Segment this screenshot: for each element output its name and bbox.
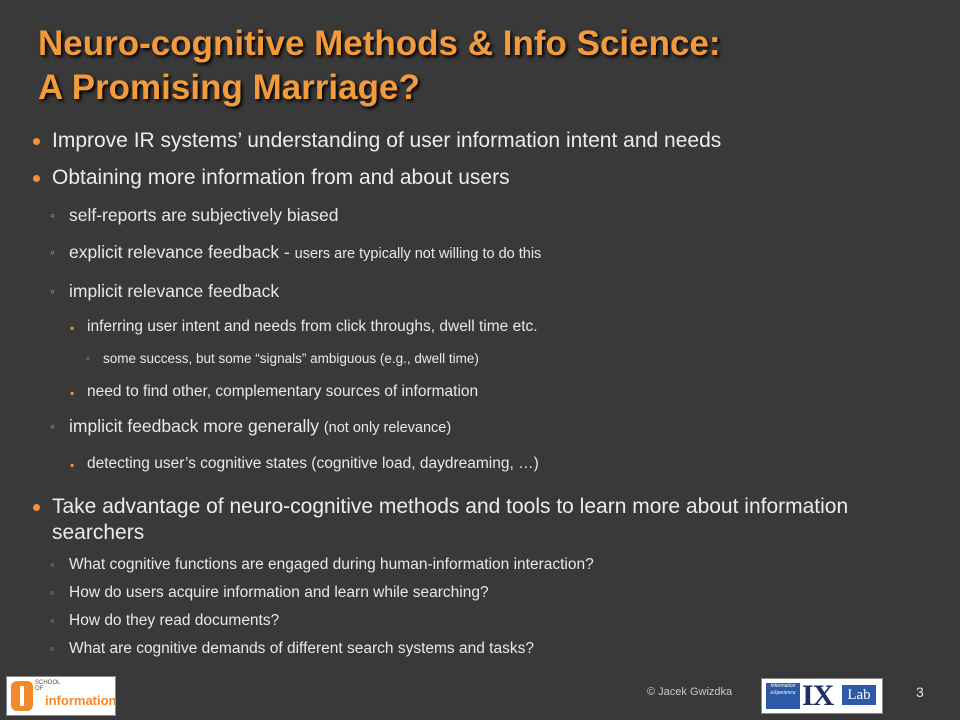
bullet-level4 — [30, 350, 940, 368]
bullet-text: explicit relevance feedback - — [69, 242, 295, 262]
bullet-text: Improve IR systems’ understanding of user information intent and needs — [52, 129, 722, 152]
ix-lab-logo-box: Information eXperience — [766, 683, 800, 709]
school-of-information-logo — [6, 676, 116, 716]
bullet-level2 — [30, 555, 940, 575]
bullet-circle-icon: ◦ — [50, 283, 55, 299]
bullet-square-icon: ▪ — [70, 386, 75, 400]
bullet-text: need to find other, complementary sources of information — [87, 383, 479, 400]
page-number: 3 — [916, 684, 924, 700]
bullet-level2 — [30, 241, 940, 265]
slide-title-line-2: A Promising Marriage? — [38, 68, 420, 107]
bullet-square-icon: ▪ — [70, 458, 75, 472]
bullet-level2 — [30, 611, 940, 631]
bullet-level2 — [30, 204, 940, 226]
ix-lab-logo-ix: IX — [802, 679, 834, 712]
bullet-circle-icon: ◦ — [50, 418, 55, 434]
bullet-text: What are cognitive demands of different search systems and tasks? — [69, 640, 534, 657]
bullet-square-icon: ▪ — [70, 321, 75, 335]
bullet-dot-icon — [33, 504, 40, 511]
bullet-level1 — [30, 128, 940, 154]
school-logo-icon — [11, 681, 33, 711]
bullet-circle-icon: ◦ — [86, 353, 90, 365]
slide-title-line-1: Neuro-cognitive Methods & Info Science: — [38, 24, 721, 63]
author-credit: © Jacek Gwizdka — [647, 686, 733, 698]
bullet-circle-icon: ◦ — [50, 613, 55, 628]
bullet-text: Obtaining more information from and about users — [52, 166, 510, 189]
bullet-circle-icon: ◦ — [50, 641, 55, 656]
bullet-text: some success, but some “signals” ambiguous (e.g., dwell time) — [103, 351, 479, 366]
bullet-text: Take advantage of neuro-cognitive methods and tools to learn more about information searchers — [52, 495, 849, 544]
bullet-circle-icon: ◦ — [50, 585, 55, 600]
ix-lab-logo — [761, 678, 883, 714]
bullet-text: implicit relevance feedback — [69, 281, 280, 301]
bullet-circle-icon: ◦ — [50, 207, 55, 223]
bullet-text: detecting user’s cognitive states (cognitive load, daydreaming, …) — [87, 455, 539, 472]
bullet-circle-icon: ◦ — [50, 244, 55, 260]
bullet-text: What cognitive functions are engaged during human-information interaction? — [69, 556, 594, 573]
bullet-text-small: (not only relevance) — [323, 420, 452, 436]
bullet-level3 — [30, 454, 940, 474]
bullet-dot-icon — [33, 138, 40, 145]
bullet-text: How do they read documents? — [69, 612, 280, 629]
ix-lab-logo-lab: Lab — [842, 685, 876, 705]
bullet-text: self-reports are subjectively biased — [69, 205, 339, 225]
bullet-text: inferring user intent and needs from click throughs, dwell time etc. — [87, 318, 538, 335]
bullet-text: How do users acquire information and learn while searching? — [69, 584, 489, 601]
school-logo-vertical-text: SCHOOL OF — [35, 680, 61, 692]
school-logo-word: information — [45, 693, 117, 708]
bullet-text: implicit feedback more generally — [69, 416, 324, 436]
bullet-circle-icon: ◦ — [50, 557, 55, 572]
bullet-level3 — [30, 317, 940, 337]
bullet-level2 — [30, 639, 940, 659]
bullet-level2 — [30, 415, 940, 439]
slide-content — [30, 128, 940, 667]
bullet-level3 — [30, 382, 940, 402]
bullet-level2 — [30, 583, 940, 603]
bullet-level1 — [30, 494, 932, 546]
bullet-text-small: users are typically not willing to do this — [294, 246, 542, 262]
bullet-level2 — [30, 280, 940, 302]
bullet-dot-icon — [33, 175, 40, 182]
slide-title — [38, 22, 938, 110]
bullet-level1 — [30, 165, 940, 191]
